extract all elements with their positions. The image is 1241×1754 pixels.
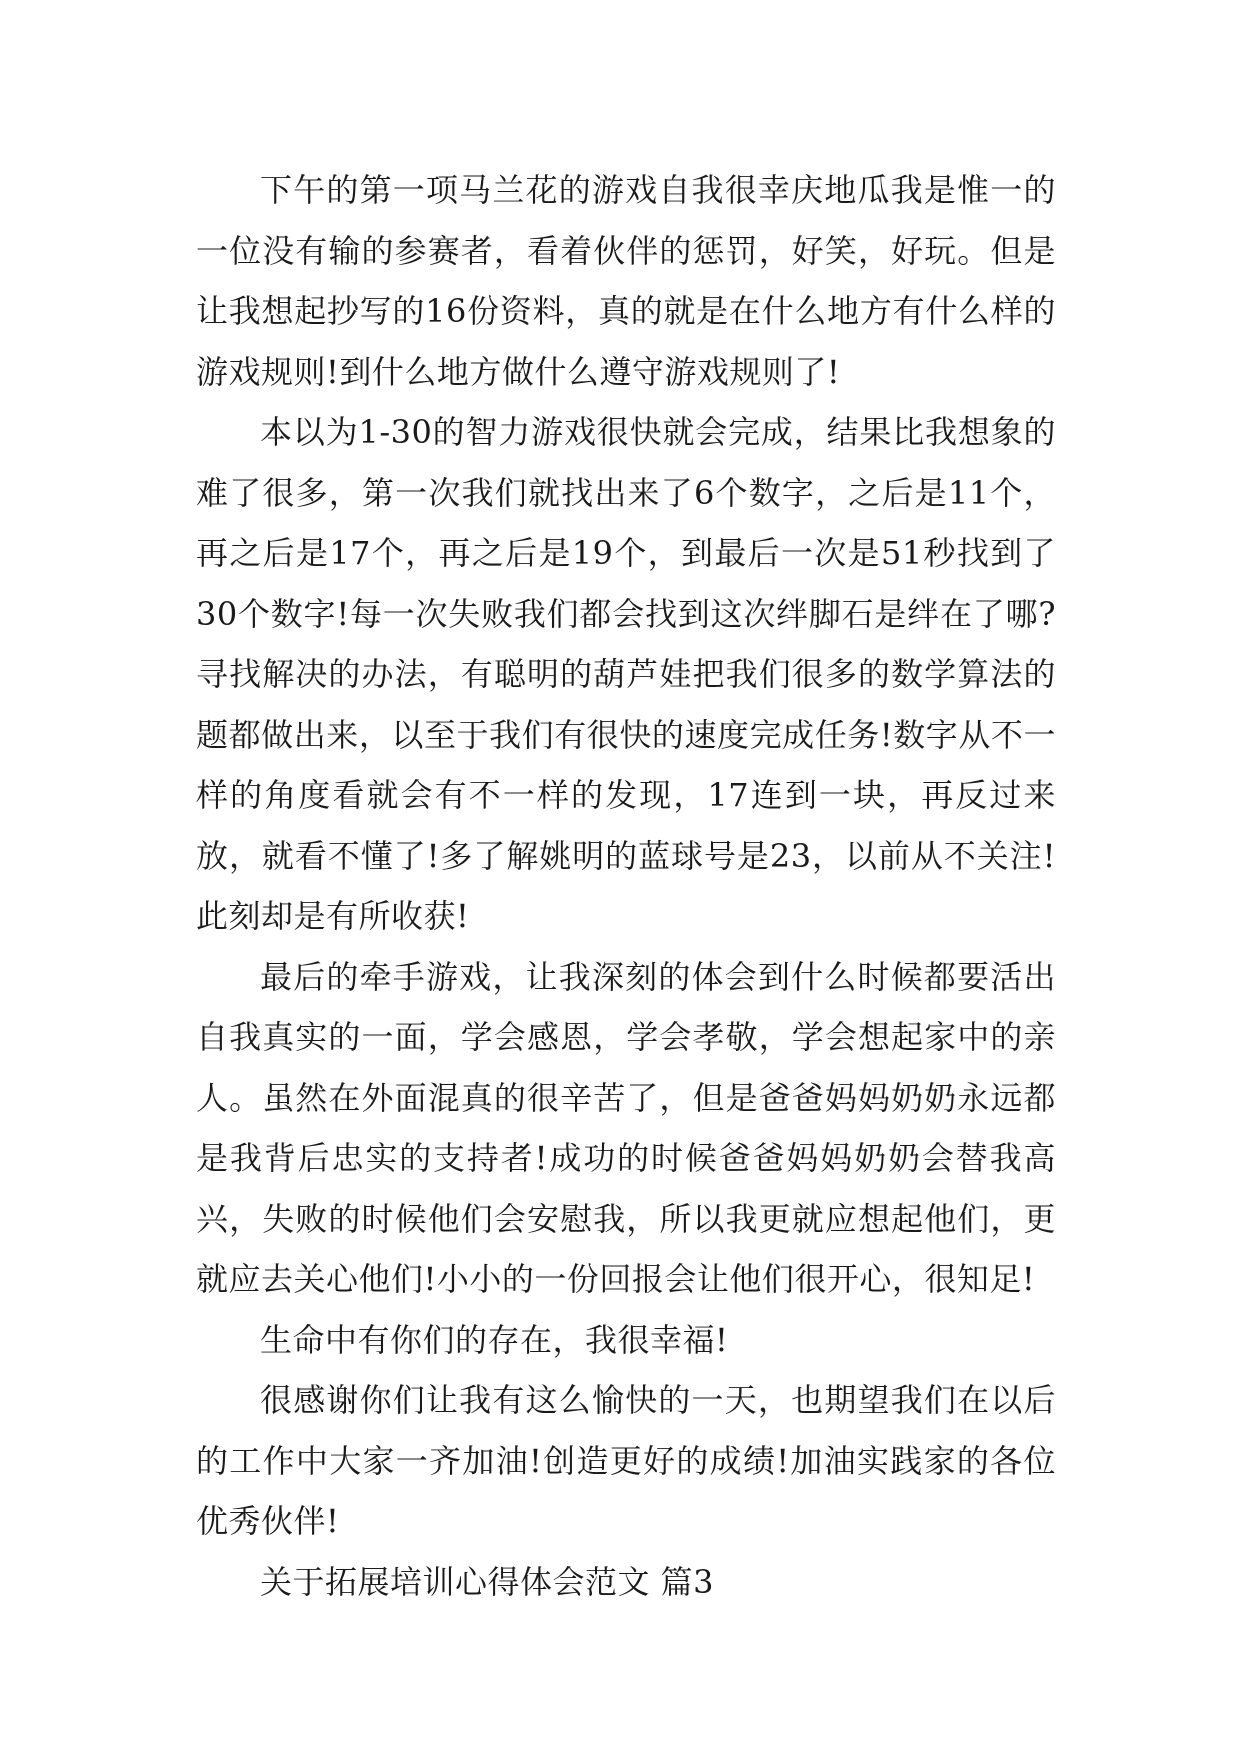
paragraph-happiness: 生命中有你们的存在，我很幸福! [260,1320,729,1359]
paragraph-number-game: 本以为1-30的智力游戏很快就会完成，结果比我想象的难了很多，第一次我们就找出来了6个数字，之后是11个，再之后是17个，再之后是19个，到最后一次是51秒找到了30个数字!每一次失败我们都会找到这次绊脚石是绊在了哪?寻找解决的办法，有聪明的葫芦娃把我们很多的数学算法的题都做出来，以至于我们有很快的速度完成任务!数字从不一样的角度看就会有不一样的发现，17连到一块，再反过来放，就看不懂了!多了解姚明的蓝球号是23，以前从不关注!此刻却是有所收获! [196,413,1056,935]
paragraph-thanks: 很感谢你们让我有这么愉快的一天，也期望我们在以后的工作中大家一齐加油!创造更好的成绩!加油实践家的各位优秀伙伴! [196,1381,1056,1540]
paragraph-hand-game: 最后的牵手游戏，让我深刻的体会到什么时候都要活出自我真实的一面，学会感恩，学会孝敬，学会想起家中的亲人。虽然在外面混真的很辛苦了，但是爸爸妈妈奶奶永远都是我背后忠实的支持者!成功的时候爸爸妈妈奶奶会替我高兴，失败的时候他们会安慰我，所以我更就应想起他们，更就应去关心他们!小小的一份回报会让他们很开心，很知足! [196,957,1056,1298]
paragraph-game-afternoon: 下午的第一项马兰花的游戏自我很幸庆地瓜我是惟一的一位没有输的参赛者，看着伙伴的惩罚，好笑，好玩。但是让我想起抄写的16份资料，真的就是在什么地方有什么样的游戏规则!到什么地方做什么遵守游戏规则了! [196,171,1056,391]
document-body [196,160,1056,1612]
section-heading: 关于拓展培训心得体会范文 篇3 [260,1562,715,1601]
